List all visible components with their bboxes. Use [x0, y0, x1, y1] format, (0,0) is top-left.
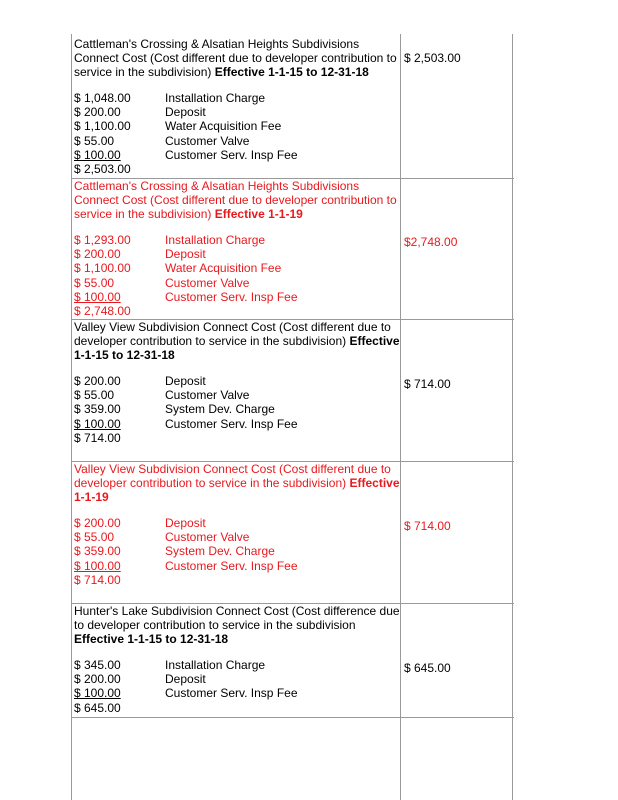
fee-label: Customer Serv. Insp Fee	[165, 416, 298, 431]
subtotal-row	[74, 162, 402, 176]
subtotal-row	[74, 431, 402, 445]
fee-label: Customer Valve	[165, 530, 250, 545]
fee-label: System Dev. Charge	[165, 402, 275, 417]
table-border-left	[71, 34, 72, 800]
fee-amount: $ 100.00	[74, 416, 121, 431]
fee-label: Deposit	[165, 105, 206, 120]
section-hunters-lake-2015	[74, 604, 402, 715]
list-item	[74, 105, 402, 119]
fee-amount: $ 100.00	[74, 558, 121, 573]
effective-date: Effective 1-1-19	[74, 476, 400, 504]
subtotal-row	[74, 304, 402, 318]
subtotal-amount: $ 2,503.00	[74, 161, 131, 176]
list-item	[74, 91, 402, 105]
list-item	[74, 388, 402, 402]
fee-label: System Dev. Charge	[165, 544, 275, 559]
fee-amount: $ 100.00	[74, 686, 121, 701]
subtotal-row	[74, 573, 402, 587]
table-border-right	[512, 34, 513, 800]
fee-amount: $ 200.00	[74, 516, 121, 530]
fee-label: Deposit	[165, 374, 206, 388]
list-item	[74, 261, 402, 275]
section-description: Cattleman's Crossing & Alsatian Heights Subdivisions Connect Cost (Cost different due to developer contribution to service in the subdivision) Effective 1-1-19	[74, 179, 397, 221]
cost-table	[71, 34, 514, 800]
fee-amount: $ 55.00	[74, 133, 115, 148]
fee-amount: $ 55.00	[74, 388, 115, 403]
effective-date: Effective 1-1-15 to 12-31-18	[74, 632, 229, 646]
fee-label: Water Acquisition Fee	[165, 261, 282, 276]
fee-label: Water Acquisition Fee	[165, 119, 282, 134]
fee-label: Customer Valve	[165, 388, 250, 403]
section-description: Valley View Subdivision Connect Cost (Cost different due to developer contribution to service in the subdivision) Effective 1-1-19	[74, 462, 400, 504]
list-item	[74, 290, 402, 304]
section-total: $ 645.00	[404, 661, 451, 675]
fee-amount: $ 345.00	[74, 658, 121, 672]
fee-amount: $ 1,100.00	[74, 261, 131, 276]
subtotal-amount: $ 2,748.00	[74, 303, 131, 318]
fee-amount: $ 200.00	[74, 105, 121, 120]
row-divider	[71, 717, 514, 718]
fee-amount: $ 100.00	[74, 147, 121, 162]
section-cattlemans-2019	[74, 179, 402, 318]
fee-list	[74, 374, 402, 445]
list-item	[74, 402, 402, 416]
subtotal-amount: $ 714.00	[74, 572, 121, 587]
fee-amount: $ 55.00	[74, 275, 115, 290]
subtotal-amount: $ 714.00	[74, 430, 121, 445]
list-item	[74, 233, 402, 247]
effective-date: Effective 1-1-19	[214, 207, 303, 221]
list-item	[74, 276, 402, 290]
list-item	[74, 134, 402, 148]
fee-list	[74, 233, 402, 318]
subtotal-amount: $ 645.00	[74, 700, 121, 715]
list-item	[74, 658, 402, 672]
fee-label: Installation Charge	[165, 658, 266, 672]
list-item	[74, 148, 402, 162]
fee-amount: $ 55.00	[74, 530, 115, 545]
list-item	[74, 119, 402, 133]
list-item	[74, 686, 402, 700]
fee-amount: $ 1,048.00	[74, 91, 131, 105]
fee-list	[74, 91, 402, 176]
fee-label: Deposit	[165, 672, 206, 687]
fee-amount: $ 200.00	[74, 374, 121, 388]
section-cattlemans-2015	[74, 37, 402, 176]
fee-amount: $ 1,100.00	[74, 119, 131, 134]
section-valley-view-2015	[74, 320, 402, 445]
fee-list	[74, 658, 402, 715]
fee-label: Customer Serv. Insp Fee	[165, 147, 298, 162]
list-item	[74, 672, 402, 686]
list-item	[74, 247, 402, 261]
fee-amount: $ 100.00	[74, 289, 121, 304]
section-valley-view-2019	[74, 462, 402, 587]
fee-label: Customer Valve	[165, 275, 250, 290]
fee-amount: $ 359.00	[74, 544, 121, 559]
section-total: $ 714.00	[404, 377, 451, 391]
list-item	[74, 559, 402, 573]
fee-label: Customer Valve	[165, 133, 250, 148]
list-item	[74, 374, 402, 388]
fee-amount: $ 1,293.00	[74, 233, 131, 247]
section-total: $ 714.00	[404, 519, 451, 533]
fee-label: Customer Serv. Insp Fee	[165, 686, 298, 701]
section-description: Hunter's Lake Subdivision Connect Cost (Cost difference due to developer contribution to service in the subdivision Effective 1-1-15 to 12-31-18	[74, 604, 400, 646]
fee-label: Customer Serv. Insp Fee	[165, 558, 298, 573]
fee-list	[74, 516, 402, 587]
fee-label: Customer Serv. Insp Fee	[165, 289, 298, 304]
fee-label: Installation Charge	[165, 91, 266, 105]
effective-date: Effective 1-1-15 to 12-31-18	[214, 65, 369, 79]
list-item	[74, 516, 402, 530]
effective-date: Effective 1-1-15 to 12-31-18	[74, 334, 400, 362]
list-item	[74, 544, 402, 558]
section-total: $2,748.00	[404, 235, 458, 249]
fee-amount: $ 200.00	[74, 247, 121, 262]
fee-label: Installation Charge	[165, 233, 266, 247]
fee-label: Deposit	[165, 516, 206, 530]
subtotal-row	[74, 701, 402, 715]
section-description: Valley View Subdivision Connect Cost (Cost different due to developer contribution to service in the subdivision) Effective 1-1-15 to 12-31-18	[74, 320, 400, 362]
fee-label: Deposit	[165, 247, 206, 262]
list-item	[74, 530, 402, 544]
fee-amount: $ 200.00	[74, 672, 121, 687]
fee-amount: $ 359.00	[74, 402, 121, 417]
section-description: Cattleman's Crossing & Alsatian Heights Subdivisions Connect Cost (Cost different due to developer contribution to service in the subdivision) Effective 1-1-15 to 12-31-18	[74, 37, 397, 79]
section-total: $ 2,503.00	[404, 51, 461, 65]
list-item	[74, 417, 402, 431]
